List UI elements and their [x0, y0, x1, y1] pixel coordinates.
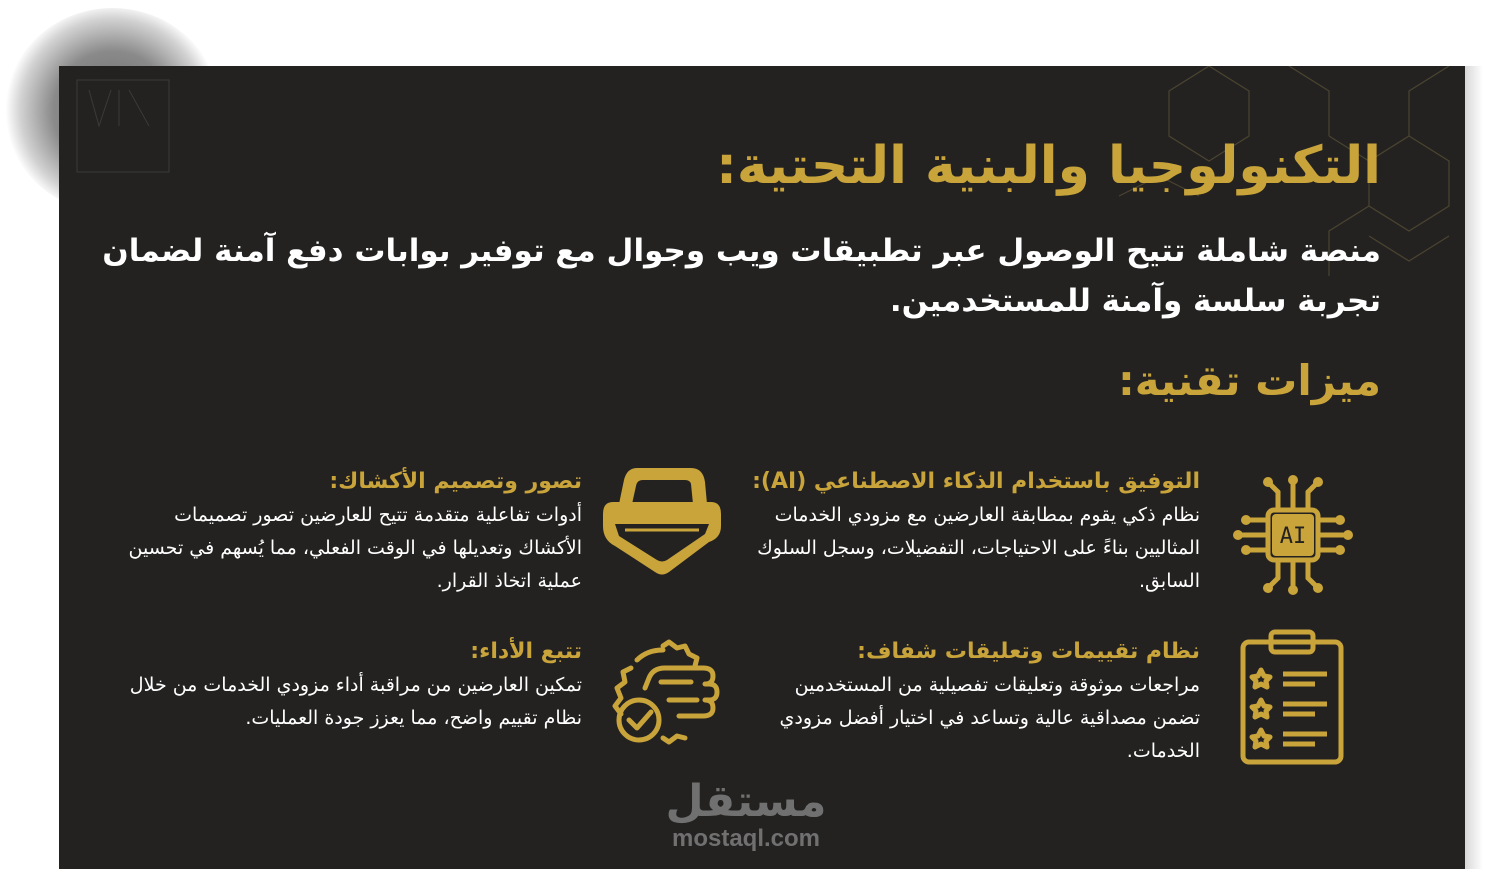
vr-headset-icon — [599, 464, 725, 578]
page-title: التكنولوجيا والبنية التحتية: — [716, 136, 1381, 196]
feature-booth-description: أدوات تفاعلية متقدمة تتيح للعارضين تصور تصميمات الأكشاك وتعديلها في الوقت الفعلي، مما يُسهم في تحسين عملية اتخاذ القرار. — [128, 504, 582, 592]
rating-clipboard-icon — [1239, 628, 1345, 766]
performance-gear-icon — [607, 638, 723, 746]
watermark-domain: mostaql.com — [671, 825, 821, 852]
feature-ai-title: التوفيق باستخدام الذكاء الاصطناعي (AI): — [752, 469, 1200, 494]
feature-booth-title: تصور وتصميم الأكشاك: — [329, 469, 582, 494]
ai-chip-icon — [1232, 474, 1354, 596]
watermark-arabic: مستقل — [665, 776, 827, 827]
feature-performance-description: تمكين العارضين من مراقبة أداء مزودي الخدمات من خلال نظام تقييم واضح، مما يعزز جودة العمليات. — [129, 674, 582, 729]
mostaql-watermark — [651, 778, 841, 852]
feature-ai-description: نظام ذكي يقوم بمطابقة العارضين مع مزودي الخدمات المثاليين بناءً على الاحتياجات، التفضيلات، وسجل السلوك السابق. — [757, 504, 1200, 592]
ai-chip-label: AI — [1279, 524, 1307, 549]
feature-performance-title: تتبع الأداء: — [470, 639, 582, 664]
slide — [59, 66, 1465, 869]
feature-ai-matching — [750, 467, 1200, 598]
section-subtitle: ميزات تقنية: — [1117, 356, 1381, 405]
feature-ratings — [750, 637, 1200, 768]
feature-booth-design — [112, 467, 582, 598]
feature-ratings-description: مراجعات موثوقة وتعليقات تفصيلية من المستخدمين تضمن مصداقية عالية وتساعد في اختيار أفضل مزودي الخدمات. — [779, 674, 1200, 762]
page-shadow — [1465, 66, 1483, 869]
feature-ratings-title: نظام تقييمات وتعليقات شفاف: — [857, 639, 1200, 664]
intro-text: منصة شاملة تتيح الوصول عبر تطبيقات ويب وجوال مع توفير بوابات دفع آمنة لضمان تجربة سلسة وآمنة للمستخدمين. — [102, 233, 1381, 319]
feature-performance — [112, 637, 582, 735]
